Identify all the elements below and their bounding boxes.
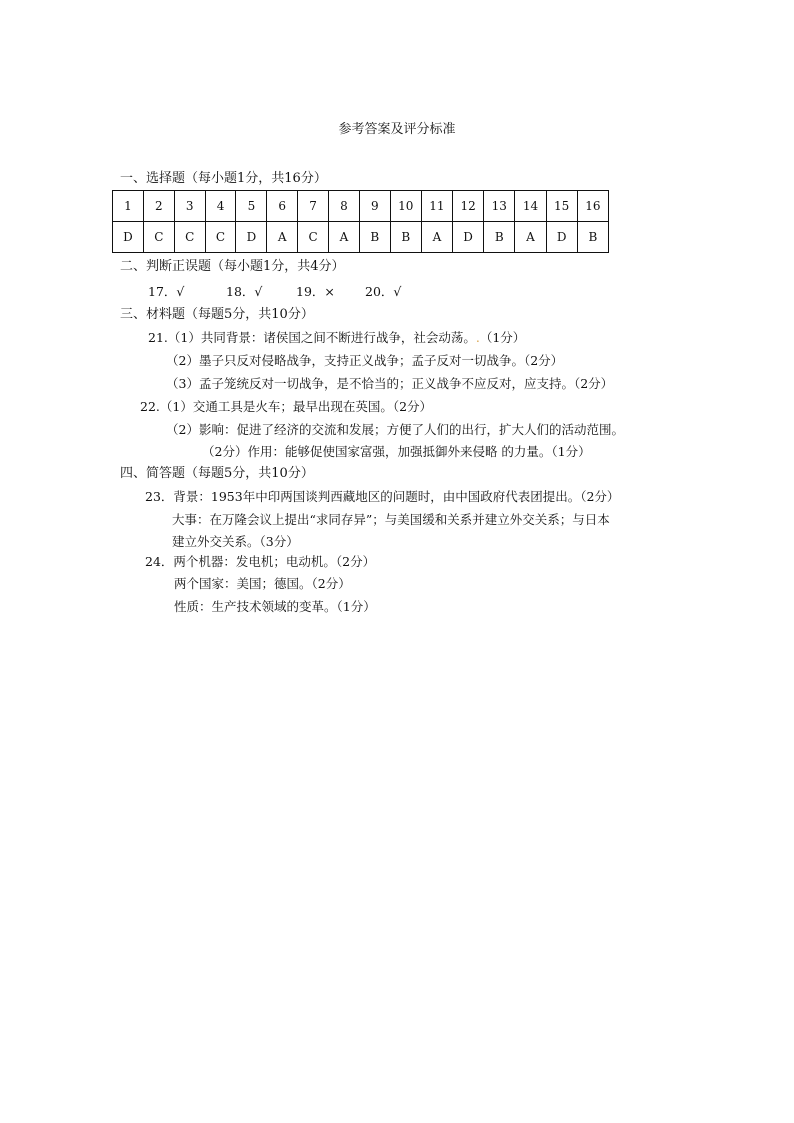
mcq-answer: D [236, 222, 267, 253]
material-q22-part1: 22.（1）交通工具是火车；最早出现在英国。（2分） [140, 399, 433, 414]
mcq-question-number: 16 [577, 191, 608, 222]
mcq-answer: D [113, 222, 144, 253]
mcq-answer: A [267, 222, 298, 253]
mcq-question-number-row [113, 191, 609, 222]
mcq-answer: C [143, 222, 174, 253]
tf-answer-19: 19．× [296, 284, 335, 299]
short-q24-line2: 两个国家：美国；德国。（2分） [174, 576, 351, 591]
short-q24-line1: 24．两个机器：发电机；电动机。（2分） [145, 554, 376, 569]
material-q21-part2: （2）墨子只反对侵略战争，支持正义战争；孟子反对一切战争。（2分） [166, 353, 564, 368]
mcq-question-number: 11 [421, 191, 452, 222]
mcq-answer: B [484, 222, 515, 253]
mcq-answer: A [515, 222, 546, 253]
mcq-question-number: 8 [329, 191, 360, 222]
mcq-question-number: 2 [143, 191, 174, 222]
mcq-question-number: 15 [546, 191, 577, 222]
mcq-answer-row [113, 222, 609, 253]
tf-answer-20: 20．√ [365, 284, 402, 299]
material-q22-part2: （2）影响：促进了经济的交流和发展；方便了人们的出行，扩大人们的活动范围。 [166, 422, 624, 437]
tf-answer-17: 17．√ [148, 284, 185, 299]
material-q21-part3: （3）孟子笼统反对一切战争，是不恰当的；正义战争不应反对，应支持。（2分） [166, 376, 614, 391]
mcq-answer: D [546, 222, 577, 253]
material-q21-part1-score: （1分） [479, 330, 526, 345]
mcq-answer: B [577, 222, 608, 253]
section-material-heading: 三、材料题（每题5分，共10分） [120, 307, 314, 322]
mcq-question-number: 9 [359, 191, 390, 222]
mcq-question-number: 7 [298, 191, 329, 222]
material-q22-part3: （2分）作用：能够促使国家富强，加强抵御外来侵略 的力量。（1分） [202, 444, 591, 459]
mcq-question-number: 3 [174, 191, 205, 222]
mcq-answer: A [329, 222, 360, 253]
section-multiple-choice-heading: 一、选择题（每小题1分，共16分） [120, 171, 327, 186]
mcq-answer: A [421, 222, 452, 253]
section-short-answer-heading: 四、简答题（每题5分，共10分） [120, 466, 314, 481]
mcq-question-number: 4 [205, 191, 236, 222]
mcq-question-number: 13 [484, 191, 515, 222]
mcq-question-number: 6 [267, 191, 298, 222]
material-q21-mark: . [475, 330, 480, 345]
mcq-answer: D [453, 222, 484, 253]
short-q23-line1: 23．背景：1953年中印两国谈判西藏地区的问题时，由中国政府代表团提出。（2分） [145, 489, 620, 504]
mcq-answer: C [298, 222, 329, 253]
mcq-answer: C [205, 222, 236, 253]
mcq-question-number: 14 [515, 191, 546, 222]
short-q24-line3: 性质：生产技术领域的变革。（1分） [174, 599, 376, 614]
mcq-question-number: 10 [390, 191, 421, 222]
mcq-question-number: 1 [113, 191, 144, 222]
page-title: 参考答案及评分标准 [338, 122, 456, 137]
mcq-question-number: 12 [453, 191, 484, 222]
mcq-answer: C [174, 222, 205, 253]
material-q21-part1 [148, 329, 525, 347]
section-true-false-heading: 二、判断正误题（每小题1分，共4分） [120, 259, 345, 274]
short-q23-line2: 大事：在万隆会议上提出“求同存异”；与美国缓和关系并建立外交关系；与日本 [172, 512, 610, 527]
tf-answer-18: 18．√ [226, 284, 263, 299]
mcq-answer: B [390, 222, 421, 253]
mcq-question-number: 5 [236, 191, 267, 222]
mcq-answer-table [112, 190, 609, 253]
short-q23-line3: 建立外交关系。（3分） [172, 534, 299, 549]
material-q21-part1-text: 21.（1）共同背景：诸侯国之间不断进行战争，社会动荡。 [148, 330, 476, 345]
mcq-answer: B [359, 222, 390, 253]
